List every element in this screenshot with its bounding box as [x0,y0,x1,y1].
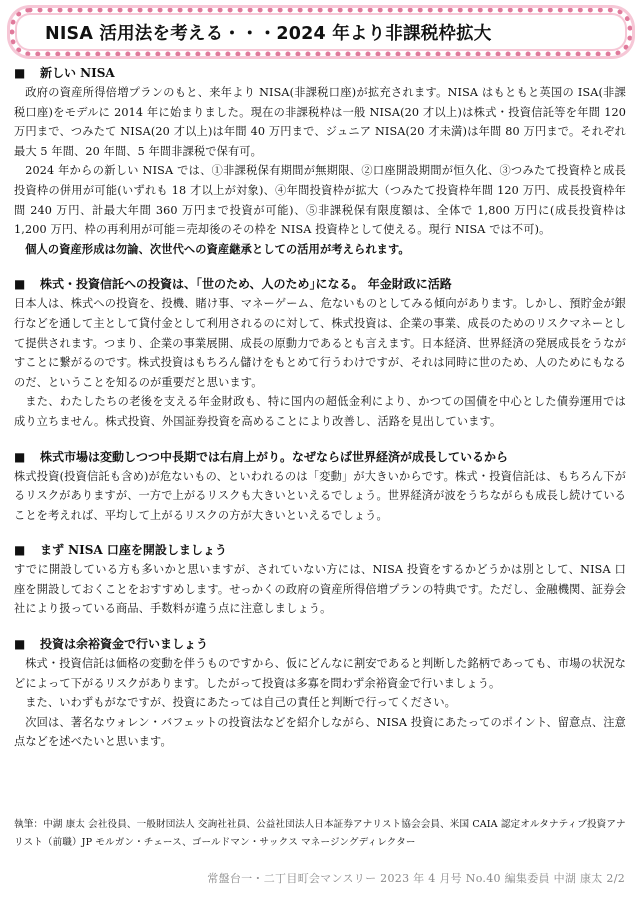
section-heading-new-nisa: ■ 新しい NISA [14,64,626,83]
paragraph: また、わたしたちの老後を支える年金財政も、特に国内の超低金利により、かつての国債を中心とした債券運用では成り立ちません。株式投資、外国証券投資を高めることにより改善し、活路を見出しています。 [14,395,626,428]
author-credit: 執筆：中湖 康太 会社役員、一般財団法人 交詢社社員、公益社団法人日本証券アナリスト協会会員、米国 CAIA 認定オルタナティブ投資アナリスト（前職）JP モルガン・チェース、ゴールドマン・サックス マネージングディレクター [14,819,626,848]
section-heading-social-investment: ■ 株式・投資信託への投資は、｢世のため、人のため｣になる。 年金財政に活路 [14,275,626,294]
paragraph: また、いわずもがなですが、投資にあたっては自己の責任と判断で行ってください。 [25,696,457,710]
article-body [14,64,626,752]
paragraph: すでに開設している方も多いかと思いますが、されていない方には、NISA 投資をするかどうかは別として、NISA 口座を開設しておくことをおすすめします。せっかくの政府の資産所得倍増プランの特典です。ただし、金融機関、証券会社により扱っている商品、手数料が違う点に注意しましょう。 [14,563,626,616]
bullet-square-icon: ■ [14,637,26,652]
bullet-square-icon: ■ [14,66,26,80]
bullet-square-icon: ■ [14,449,26,464]
paragraph: 日本人は、株式への投資を、投機、賭け事、マネーゲーム、危ないものとしてみる傾向があります。しかし、預貯金が銀行などを通して主として貸付金として利用されるのに対して、株式投資は、企業の事業、成長のためのリスクマネーとして提供されます。つまり、企業の事業展開、成長の原動力であるとも言えます。日本経済、世界経済の発展成長をうながすことに繋がるのです。株式投資はもちろん儲けをもとめて行うわけですが、それは同時に世のため、人のためにもなるのだ、ということを知るのが重要だと思います。 [14,297,626,389]
section-heading-market-growth: ■ 株式市場は変動しつつ中長期では右肩上がり。なぜならば世界経済が成長しているから [14,448,626,467]
title-banner [10,8,632,56]
bullet-square-icon: ■ [14,277,26,292]
section-heading-spare-funds: ■ 投資は余裕資金で行いましょう [14,635,626,654]
paragraph: 個人の資産形成は勿論、次世代への資産継承としての活用が考えられます。 [25,241,410,256]
paragraph: 次回は、著名なウォレン・バフェットの投資法などを紹介しながら、NISA 投資にあたってのポイント、留意点、注意点などを述べたいと思います。 [14,715,626,749]
bullet-square-icon: ■ [14,543,26,558]
paragraph: 株式投資(投資信託も含め)が危ないもの、といわれるのは「変動」が大きいからです。株式・投資信託は、もちろん下がるリスクがありますが、一方で上がるリスクも大きいといえるでしょう。世界経済が波をうちながらも成長し続けていることを考えれば、平均して上がるリスクの方が大きいといえるでしょう。 [14,469,626,522]
page-title: NISA 活用法を考える・・・2024 年より非課税枠拡大 [45,23,492,44]
paragraph: 株式・投資信託は価格の変動を伴うものですから、仮にどんなに割安であると判断した銘柄であっても、市場の状況などによって下がるリスクがあります。したがって投資は多寡を問わず余裕資金で行いましょう。 [14,657,626,690]
section-heading-open-account: ■ まず NISA 口座を開設しましょう [14,541,626,560]
paragraph: 2024 年からの新しい NISA では、①非課税保有期間が無期限、②口座開設期間が恒久化、③つみたて投資枠と成長投資枠の併用が可能(いずれも 18 才以上が対象)、④年間投資枠が拡大（つみたて投資枠年間 120 万円、成長投資枠年間 240 万円、計最大年間 360 万円まで投資が可能)、⑤非課税保有限度額は、全体で 1,800 万円に(成長投資枠は 1,200 万円、枠の再利用が可能＝売却後のその枠を NISA 投資枠として使える。現行 NISA では不可)。 [14,164,626,237]
page-footer: 常盤台一・二丁目町会マンスリー 2023 年 4 月号 No.40 編集委員 中湖 康太 2/2 [207,872,625,885]
paragraph: 政府の資産所得倍増プランのもと、来年より NISA(非課税口座)が拡充されます。NISA はもともと英国の ISA(非課税口座)をモデルに 2014 年に始まりました。現在の非課税枠は一般 NISA(20 才以上)は株式・投資信託等を年間 120 万円まで、つみたて NISA(20 才以上)は年間 40 万円まで、ジュニア NISA(20 才未満)は年間 80 万円まで。それぞれ最大 5 年間、20 年間、5 年間非課税で保有可。 [14,86,626,158]
